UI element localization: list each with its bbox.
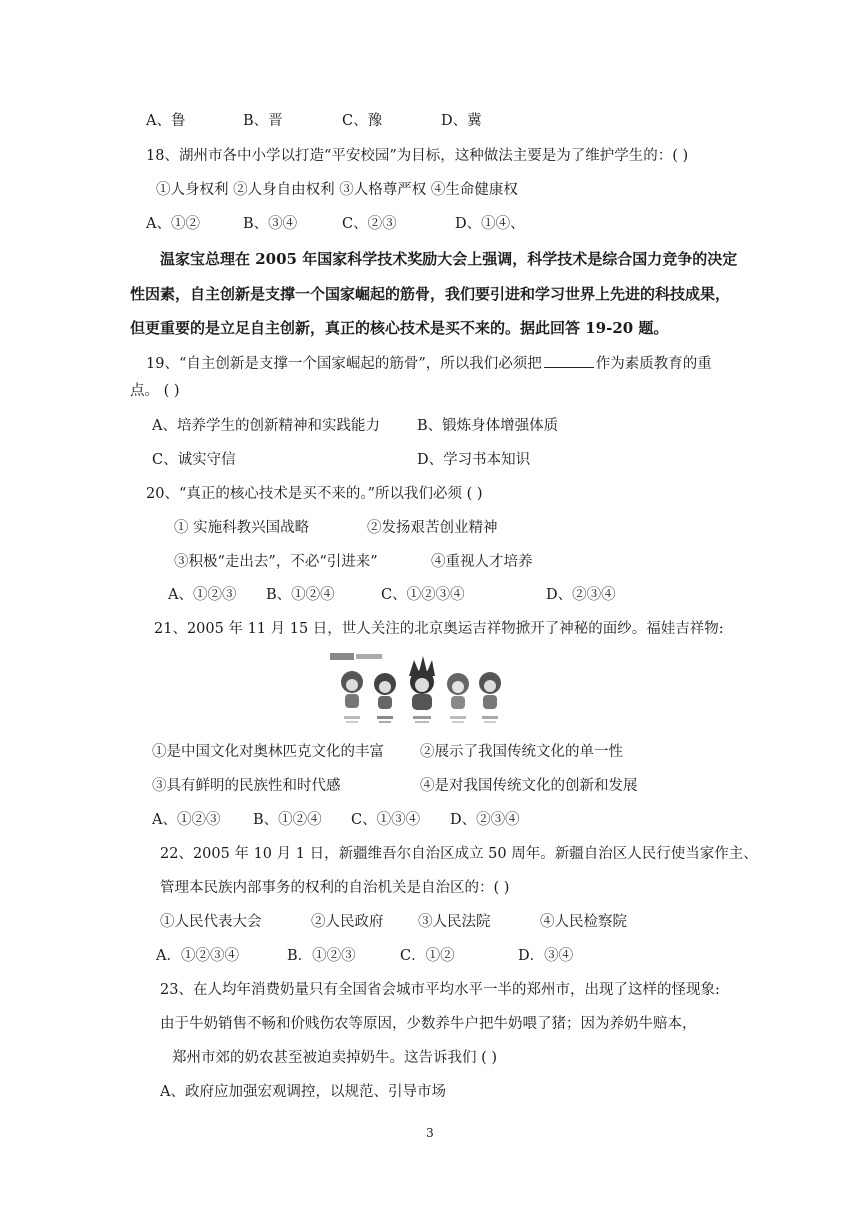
q21-option-b: B、①②④ xyxy=(253,812,322,828)
q19-option-b: B、锻炼身体增强体质 xyxy=(417,418,559,434)
q23-stem-line-1: 23、在人均年消费奶量只有全国省会城市平均水平一半的郑州市，出现了这样的怪现象: xyxy=(160,982,720,998)
q17-option-d: D、冀 xyxy=(441,113,482,129)
q23-option-a: A、政府应加强宏观调控，以规范、引导市场 xyxy=(160,1084,446,1100)
q21-item-1: ①是中国文化对奥林匹克文化的丰富 xyxy=(152,744,384,760)
q22-option-a: A．①②③④ xyxy=(156,948,239,964)
q23-stem-line-3: 郑州市郊的奶农甚至被迫卖掉奶牛。这告诉我们 ( ) xyxy=(172,1050,498,1066)
q22-item-3: ③人民法院 xyxy=(418,914,491,930)
q18-option-a: A、①② xyxy=(146,216,200,232)
q22-option-b: B．①②③ xyxy=(287,948,356,964)
q21-option-c: C、①③④ xyxy=(351,812,421,828)
q21-option-a: A、①②③ xyxy=(152,812,221,828)
q19-stem-after: 作为素质教育的重 xyxy=(595,356,712,372)
q21-item-3: ③具有鲜明的民族性和时代感 xyxy=(152,778,341,794)
fuwa-mascots-image xyxy=(326,648,516,734)
q20-item-3: ③积极“走出去”，不必“引进来” xyxy=(174,554,378,570)
q17-option-b: B、晋 xyxy=(243,113,283,129)
q19-option-a: A、培养学生的创新精神和实践能力 xyxy=(152,418,380,434)
q17-option-a: A、鲁 xyxy=(146,113,186,129)
q19-stem-before: 19、“自主创新是支撑一个国家崛起的筋骨”，所以我们必须把 xyxy=(146,356,542,372)
q22-item-1: ①人民代表大会 xyxy=(160,914,262,930)
passage-line-3: 但更重要的是立足自主创新，真正的核心技术是买不来的。据此回答 19-20 题。 xyxy=(130,319,669,337)
q18-stem: 18、湖州市各中小学以打造“平安校园”为目标，这种做法主要是为了维护学生的：( ) xyxy=(146,148,689,164)
q20-item-4: ④重视人才培养 xyxy=(431,554,533,570)
q18-option-b: B、③④ xyxy=(243,216,298,232)
q19-option-c: C、诚实守信 xyxy=(152,452,236,468)
q19-stem xyxy=(146,353,712,374)
q22-item-4: ④人民检察院 xyxy=(540,914,627,930)
passage-line-1: 温家宝总理在 2005 年国家科学技术奖励大会上强调，科学技术是综合国力竞争的决定 xyxy=(160,250,738,268)
q21-item-4: ④是对我国传统文化的创新和发展 xyxy=(420,778,638,794)
q18-items: ①人身权利 ②人身自由权利 ③人格尊严权 ④生命健康权 xyxy=(156,182,518,198)
q22-option-c: C．①② xyxy=(400,948,455,964)
q22-option-d: D．③④ xyxy=(518,948,574,964)
q18-option-d: D、①④、 xyxy=(455,216,525,232)
q20-option-b: B、①②④ xyxy=(266,587,335,603)
q21-stem: 21、2005 年 11 月 15 日，世人关注的北京奥运吉祥物掀开了神秘的面纱。福娃吉祥物: xyxy=(154,621,724,637)
q23-stem-line-2: 由于牛奶销售不畅和价贱伤农等原因，少数养牛户把牛奶喂了猪；因为养奶牛赔本， xyxy=(160,1016,697,1032)
q20-option-a: A、①②③ xyxy=(168,587,237,603)
q17-option-c: C、豫 xyxy=(342,113,383,129)
q19-stem-line-2: 点。 ( ) xyxy=(130,383,180,399)
q22-item-2: ②人民政府 xyxy=(311,914,384,930)
q22-stem-line-2: 管理本民族内部事务的权利的自治机关是自治区的：( ) xyxy=(160,880,510,896)
q19-option-d: D、学习书本知识 xyxy=(417,452,531,468)
q20-option-d: D、②③④ xyxy=(546,587,616,603)
q20-item-2: ②发扬艰苦创业精神 xyxy=(367,520,498,536)
passage-line-2: 性因素，自主创新是支撑一个国家崛起的筋骨，我们要引进和学习世界上先进的科技成果， xyxy=(130,285,731,303)
q20-option-c: C、①②③④ xyxy=(381,587,465,603)
answer-blank xyxy=(544,353,594,368)
q18-option-c: C、②③ xyxy=(342,216,397,232)
q20-stem: 20、“真正的核心技术是买不来的。”所以我们必须 ( ) xyxy=(146,486,483,502)
q22-stem-line-1: 22、2005 年 10 月 1 日，新疆维吾尔自治区成立 50 周年。新疆自治区人民行使当家作主、 xyxy=(160,846,758,862)
q20-item-1: ① 实施科教兴国战略 xyxy=(174,520,310,536)
q21-option-d: D、②③④ xyxy=(450,812,520,828)
q21-item-2: ②展示了我国传统文化的单一性 xyxy=(420,744,623,760)
page-number: 3 xyxy=(426,1126,434,1140)
